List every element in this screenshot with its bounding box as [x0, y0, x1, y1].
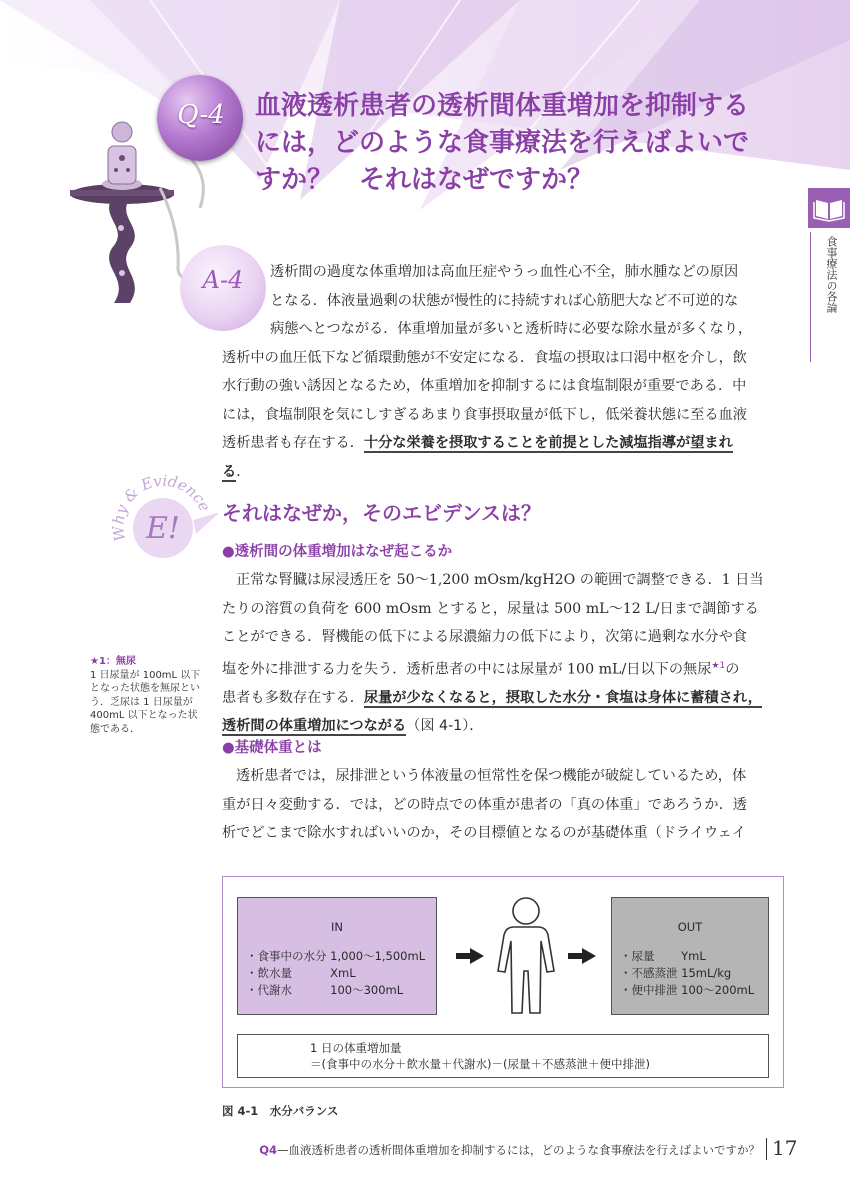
answer-line: となる．体液量過剰の状態が慢性的に持続すれば心筋肥大など不可逆的な — [270, 292, 739, 309]
answer-emphasis: る — [222, 463, 237, 480]
paragraph-line: 重が日々変動する．では，どの時点での体重が患者の「真の体重」であろうか．透 — [222, 796, 747, 813]
figure-caption: 図 4-1 水分バランス — [222, 1104, 339, 1118]
paragraph-line: 正常な腎臓は尿浸透圧を 50～1,200 mOsm/kgH2O の範囲で調整できる．1 日当 — [236, 572, 764, 588]
answer-line: には，食塩制限を気にしすぎるあまり食事摂取量が低下し，低栄養状態に至る血液 — [222, 406, 747, 423]
paragraph-line: 透析患者では，尿排泄という体液量の恒常性を保つ機能が破綻しているため，体 — [236, 768, 747, 784]
paragraph-emphasis: 尿量が少なくなると，摂取した水分・食塩は身体に蓄積され， — [363, 689, 762, 706]
paragraph-line: ことができる．腎機能の低下による尿濃縮力の低下により，次第に過剰な水分や食 — [222, 629, 747, 645]
arrow-right-icon — [456, 948, 484, 964]
evidence-badge-text: Why & Evidence — [108, 471, 214, 543]
answer-line: 水行動の強い誘因となるため，体重増加を抑制するには食塩制限が重要である．中 — [222, 378, 747, 394]
paragraph-line: たりの溶質の負荷を 600 mOsm とすると，尿量は 500 mL～12 L/日まで調節する — [222, 600, 759, 617]
footer-divider — [766, 1138, 767, 1160]
question-badge-label: Q-4 — [177, 100, 225, 130]
intake-box — [237, 897, 437, 1015]
running-footer — [240, 1142, 760, 1158]
paragraph-line: 析でどこまで除水すればいいのか，その目標値となるのが基礎体重（ドライウェイ — [222, 825, 746, 841]
answer-emphasis: 十分な栄養を摂取することを前提とした減塩指導が望まれ — [363, 435, 733, 451]
paragraph-line — [222, 684, 784, 713]
paragraph-emphasis: 透析間の体重増加につながる — [222, 718, 407, 735]
intake-line: ・代謝水 100～300mL — [246, 983, 404, 997]
side-tab — [808, 188, 850, 228]
side-note-title: ★1：無尿 — [90, 656, 136, 667]
evidence-badge-icon — [108, 470, 218, 580]
arrow-right-icon — [568, 948, 596, 964]
side-tab-line — [810, 232, 811, 362]
output-line: ・尿量 YmL — [620, 949, 706, 963]
section-heading: ●基礎体重とは — [222, 740, 322, 756]
footnote-marker: ★1 — [711, 660, 726, 671]
answer-line: 病態へとつながる．体重増加量が多いと透析時に必要な除水量が多くなり， — [270, 321, 753, 337]
evidence-paragraph — [222, 762, 784, 848]
output-box — [611, 897, 769, 1015]
paragraph-text: 塩を外に排泄する力を失う．透析患者の中には尿量が 100 mL/日以下の無尿 — [222, 661, 712, 678]
intake-line: ・飲水量 XmL — [246, 966, 356, 980]
paragraph-text: 患者も多数存在する． — [222, 689, 364, 706]
answer-line — [222, 429, 784, 458]
weight-gain-formula-box — [237, 1034, 769, 1078]
section-heading: ●透析間の体重増加はなぜ起こるか — [222, 544, 453, 560]
answer-text — [222, 258, 784, 486]
figure-reference: （図 4-1）． — [406, 718, 484, 735]
output-line: ・不感蒸泄 15mL/kg — [620, 966, 732, 980]
question-title-line: すか？ それはなぜですか？ — [255, 165, 594, 195]
intake-line: ・食事中の水分 1,000～1,500mL — [246, 949, 426, 963]
page-number: 17 — [772, 1136, 798, 1160]
question-title — [255, 88, 795, 199]
side-note-text: 1 日尿量が 100mL 以下となった状態を無尿という．乏尿は 1 日尿量が 400mL 以下となった状態である． — [90, 669, 201, 735]
answer-text-plain: ． — [236, 463, 251, 480]
paragraph-text: の — [725, 661, 740, 678]
intake-title: IN — [331, 920, 343, 934]
output-title: OUT — [677, 920, 703, 934]
footer-question-text: —血液透析患者の透析間体重増加を抑制するには，どのような食事療法を行えばよいですか？ — [277, 1143, 760, 1157]
evidence-badge-letters: E! — [146, 511, 180, 546]
question-title-line: 血液透析患者の透析間体重増加を抑制する — [255, 91, 750, 121]
output-line: ・便中排泄 100～200mL — [620, 983, 755, 997]
side-note — [90, 655, 205, 736]
evidence-title: それはなぜか，そのエビデンスは？ — [222, 501, 541, 525]
answer-line: 透析中の血圧低下など循環動態が不安定になる．食塩の摂取は口渇中枢を介し，飲 — [222, 349, 747, 366]
question-title-line: には，どのような食事療法を行えばよいで — [255, 128, 750, 158]
book-icon — [808, 188, 850, 228]
answer-line: 透析間の過度な体重増加は高血圧症やうっ血性心不全，肺水腫などの原因 — [270, 264, 739, 280]
formula-text: ＝(食事中の水分＋飲水量＋代謝水)－(尿量＋不感蒸泄＋便中排泄) — [310, 1057, 650, 1071]
answer-line — [222, 458, 784, 487]
person-icon — [494, 895, 558, 1017]
paragraph-line — [222, 652, 784, 684]
answer-badge-label: A-4 — [202, 266, 244, 294]
side-tab-label: 食事療法の各論 — [825, 236, 838, 313]
answer-text-plain: 透析患者も存在する． — [222, 435, 364, 451]
formula-title: 1 日の体重増加量 — [310, 1041, 402, 1055]
footer-question-id: Q4 — [259, 1143, 277, 1157]
evidence-paragraph — [222, 566, 784, 741]
